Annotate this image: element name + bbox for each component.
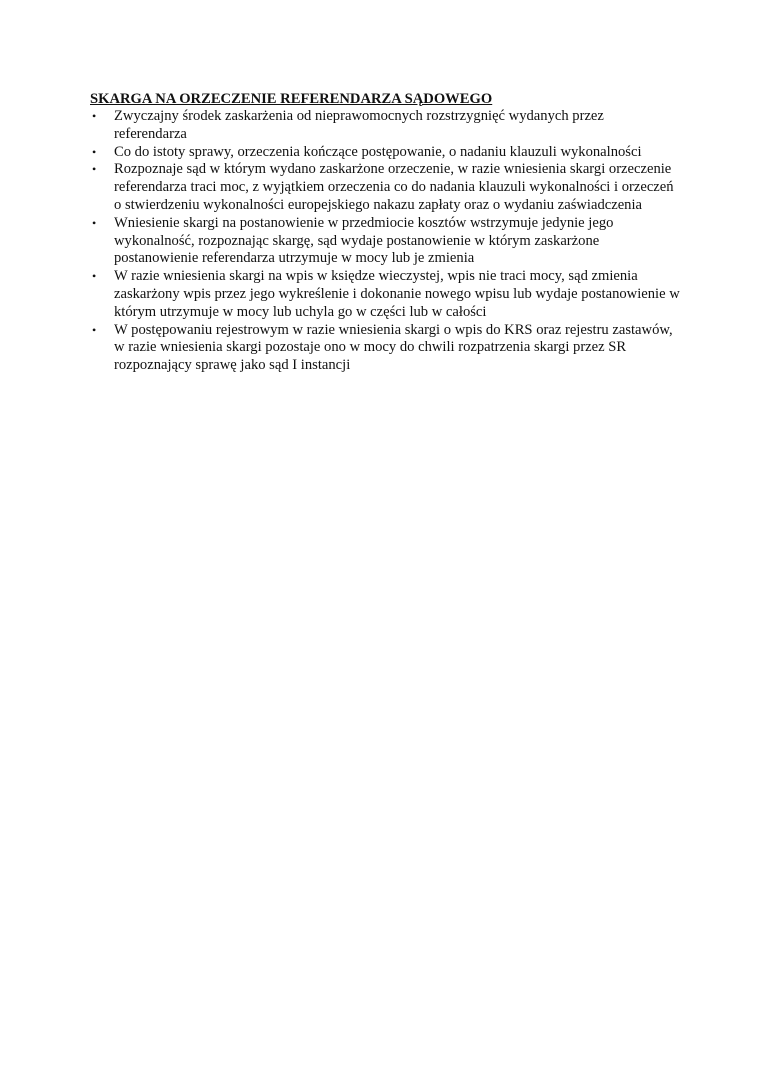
list-item-text: W postępowaniu rejestrowym w razie wniesienia skargi o wpis do KRS oraz rejestru zastawów, w razie wniesienia skargi pozostaje ono w mocy do chwili rozpatrzenia skargi przez SR rozpoznający sprawę jako sąd I instancji xyxy=(114,321,673,374)
document-content xyxy=(90,90,680,375)
list-item xyxy=(90,215,680,268)
list-item xyxy=(90,161,680,214)
list-item xyxy=(90,108,680,144)
list-item xyxy=(90,268,680,321)
bullet-list xyxy=(90,108,680,375)
bullet-icon: • xyxy=(92,144,97,159)
bullet-icon: • xyxy=(92,162,97,177)
list-item xyxy=(90,322,680,375)
list-item-text: Zwyczajny środek zaskarżenia od nieprawomocnych rozstrzygnięć wydanych przez referendarza xyxy=(114,108,604,142)
bullet-icon: • xyxy=(92,322,97,337)
document-title: SKARGA NA ORZECZENIE REFERENDARZA SĄDOWEGO xyxy=(90,91,493,107)
list-item xyxy=(90,144,680,162)
bullet-icon: • xyxy=(92,215,97,230)
bullet-icon: • xyxy=(92,109,97,123)
list-item-text: Rozpoznaje sąd w którym wydano zaskarżone orzeczenie, w razie wniesienia skargi orzeczenie referendarza traci moc, z wyjątkiem orzeczenia co do nadania klauzuli wykonalności i orzeczeń o stwierdzeniu wykonalności europejskiego nakazu zapłaty oraz o wydaniu zaświadczenia xyxy=(114,161,674,213)
list-item-text: W razie wniesienia skargi na wpis w księdze wieczystej, wpis nie traci mocy, sąd zmienia zaskarżony wpis przez jego wykreślenie i dokonanie nowego wpisu lub wydaje postanowienie w którym utrzymuje w mocy lub uchyla go w części lub w całości xyxy=(114,268,680,320)
list-item-text: Co do istoty sprawy, orzeczenia kończące postępowanie, o nadaniu klauzuli wykonalności xyxy=(114,143,642,160)
bullet-icon: • xyxy=(92,269,97,284)
list-item-text: Wniesienie skargi na postanowienie w przedmiocie kosztów wstrzymuje jedynie jego wykonalność, rozpoznając skargę, sąd wydaje postanowienie w którym zaskarżone postanowienie referendarza utrzymuje w mocy lub je zmienia xyxy=(114,214,614,267)
